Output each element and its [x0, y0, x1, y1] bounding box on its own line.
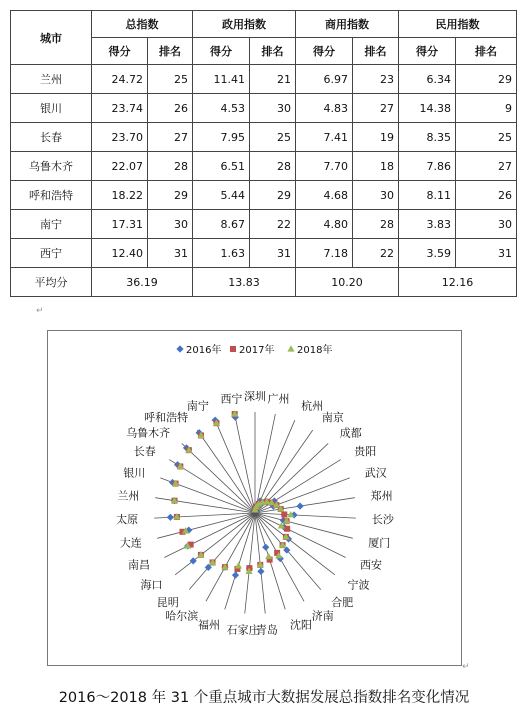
radar-spoke	[255, 513, 356, 518]
rank-cell: 25	[148, 65, 193, 94]
category-label: 西宁	[220, 392, 243, 406]
score-cell: 8.11	[399, 181, 456, 210]
city-index-table	[10, 10, 517, 297]
category-label: 合肥	[331, 595, 354, 609]
data-point-2016	[190, 557, 197, 564]
score-cell: 6.34	[399, 65, 456, 94]
data-point-2018	[235, 562, 242, 568]
figure-caption: 2016～2018 年 31 个重点城市大数据发展总指数排名变化情况	[58, 690, 470, 706]
score-cell: 4.83	[296, 94, 353, 123]
rank-cell: 31	[250, 239, 296, 268]
category-label: 长春	[133, 445, 156, 459]
table-row	[11, 152, 517, 181]
radar-spoke	[155, 498, 255, 513]
radar-spoke	[189, 513, 255, 590]
rank-cell: 22	[353, 239, 399, 268]
category-label: 南昌	[127, 558, 150, 572]
rank-cell: 30	[353, 181, 399, 210]
average-value: 13.83	[193, 268, 296, 297]
score-cell: 14.38	[399, 94, 456, 123]
city-name: 呼和浩特	[11, 181, 92, 210]
average-value: 36.19	[92, 268, 193, 297]
table-row	[11, 65, 517, 94]
category-label: 昆明	[156, 595, 179, 609]
category-label: 厦门	[368, 536, 391, 550]
category-label: 深圳	[244, 390, 266, 403]
government-index-header: 政用指数	[193, 11, 296, 38]
rank-cell: 29	[456, 65, 517, 94]
category-label: 成都	[339, 426, 362, 440]
score-cell: 7.95	[193, 123, 250, 152]
rank-cell: 30	[456, 210, 517, 239]
city-name: 长春	[11, 123, 92, 152]
data-point-2016	[167, 514, 174, 521]
category-label: 贵阳	[354, 445, 377, 459]
table-row	[11, 94, 517, 123]
category-label: 哈尔滨	[165, 609, 199, 623]
rank-cell: 27	[456, 152, 517, 181]
rank-cell: 19	[353, 123, 399, 152]
rank-header: 排名	[250, 38, 296, 65]
rank-cell: 31	[456, 239, 517, 268]
table-row	[11, 210, 517, 239]
score-cell: 4.80	[296, 210, 353, 239]
legend-marker	[287, 345, 294, 351]
city-name: 南宁	[11, 210, 92, 239]
score-cell: 6.51	[193, 152, 250, 181]
category-label: 兰州	[117, 489, 140, 503]
rank-cell: 31	[148, 239, 193, 268]
category-label: 南宁	[186, 399, 209, 413]
rank-header: 排名	[456, 38, 517, 65]
score-cell: 4.53	[193, 94, 250, 123]
category-label: 福州	[197, 618, 220, 632]
average-label: 平均分	[11, 268, 92, 297]
category-label: 郑州	[370, 489, 393, 503]
category-label: 广州	[267, 392, 290, 406]
radar-spoke	[255, 513, 346, 557]
rank-cell: 9	[456, 94, 517, 123]
rank-cell: 28	[148, 152, 193, 181]
category-label: 大连	[119, 536, 142, 550]
score-cell: 24.72	[92, 65, 148, 94]
data-point-2016	[262, 544, 269, 551]
legend-marker	[230, 346, 236, 352]
score-cell: 17.31	[92, 210, 148, 239]
rank-cell: 26	[456, 181, 517, 210]
category-label: 西安	[360, 558, 383, 572]
score-cell: 7.86	[399, 152, 456, 181]
rank-cell: 18	[353, 152, 399, 181]
category-label: 银川	[123, 466, 146, 480]
score-cell: 22.07	[92, 152, 148, 181]
data-point-2017	[281, 511, 287, 517]
table-row	[11, 239, 517, 268]
score-cell: 18.22	[92, 181, 148, 210]
score-header: 得分	[92, 38, 148, 65]
rank-cell: 23	[353, 65, 399, 94]
rank-cell: 30	[148, 210, 193, 239]
rank-cell: 30	[250, 94, 296, 123]
score-cell: 7.70	[296, 152, 353, 181]
rank-cell: 25	[250, 123, 296, 152]
score-cell: 3.83	[399, 210, 456, 239]
legend-marker	[176, 345, 183, 352]
score-cell: 1.63	[193, 239, 250, 268]
category-label: 南京	[321, 410, 344, 424]
score-cell: 8.35	[399, 123, 456, 152]
category-label: 青岛	[255, 623, 278, 637]
average-value: 12.16	[399, 268, 517, 297]
radar-chart	[47, 330, 462, 666]
score-header: 得分	[193, 38, 250, 65]
city-name: 兰州	[11, 65, 92, 94]
category-label: 海口	[140, 578, 163, 592]
score-cell: 11.41	[193, 65, 250, 94]
rank-cell: 22	[250, 210, 296, 239]
score-cell: 23.74	[92, 94, 148, 123]
rank-cell: 29	[250, 181, 296, 210]
category-label: 沈阳	[290, 618, 313, 632]
average-value: 10.20	[296, 268, 399, 297]
rank-cell: 25	[456, 123, 517, 152]
paragraph-mark: ↵	[462, 662, 470, 672]
category-label: 济南	[311, 609, 334, 623]
city-column-header: 城市	[11, 11, 92, 65]
rank-cell: 21	[250, 65, 296, 94]
table-row	[11, 123, 517, 152]
legend-label: 2016年	[186, 345, 222, 356]
city-name: 西宁	[11, 239, 92, 268]
data-point-2016	[232, 572, 239, 579]
radar-spoke	[255, 513, 353, 538]
score-cell: 5.44	[193, 181, 250, 210]
rank-cell: 28	[250, 152, 296, 181]
paragraph-mark: ↵	[36, 306, 44, 316]
average-row	[11, 268, 517, 297]
data-point-2016	[296, 502, 303, 509]
data-point-2016	[257, 568, 264, 575]
legend-label: 2017年	[239, 345, 275, 356]
score-cell: 8.67	[193, 210, 250, 239]
table-row	[11, 181, 517, 210]
commercial-index-header: 商用指数	[296, 11, 399, 38]
category-label: 呼和浩特	[144, 410, 189, 424]
radar-spoke	[182, 443, 255, 513]
rank-cell: 27	[148, 123, 193, 152]
category-label: 武汉	[364, 466, 387, 480]
rank-header: 排名	[353, 38, 399, 65]
category-label: 太原	[116, 512, 139, 526]
rank-cell: 29	[148, 181, 193, 210]
legend-label: 2018年	[297, 345, 333, 356]
civil-index-header: 民用指数	[399, 11, 517, 38]
category-label: 宁波	[347, 578, 370, 592]
rank-header: 排名	[148, 38, 193, 65]
city-name: 乌鲁木齐	[11, 152, 92, 181]
category-label: 杭州	[301, 399, 324, 413]
category-label: 石家庄	[226, 623, 260, 637]
score-cell: 7.18	[296, 239, 353, 268]
score-cell: 12.40	[92, 239, 148, 268]
category-label: 长沙	[371, 512, 394, 526]
radar-spoke	[215, 420, 255, 513]
total-index-header: 总指数	[92, 11, 193, 38]
category-label: 乌鲁木齐	[126, 426, 171, 440]
score-cell: 6.97	[296, 65, 353, 94]
city-name: 银川	[11, 94, 92, 123]
score-header: 得分	[399, 38, 456, 65]
score-cell: 7.41	[296, 123, 353, 152]
score-cell: 4.68	[296, 181, 353, 210]
radar-spoke	[255, 513, 335, 575]
rank-cell: 27	[353, 94, 399, 123]
score-cell: 3.59	[399, 239, 456, 268]
score-header: 得分	[296, 38, 353, 65]
rank-cell: 26	[148, 94, 193, 123]
rank-cell: 28	[353, 210, 399, 239]
data-point-2017	[284, 526, 290, 532]
data-point-2018	[265, 553, 272, 559]
score-cell: 23.70	[92, 123, 148, 152]
